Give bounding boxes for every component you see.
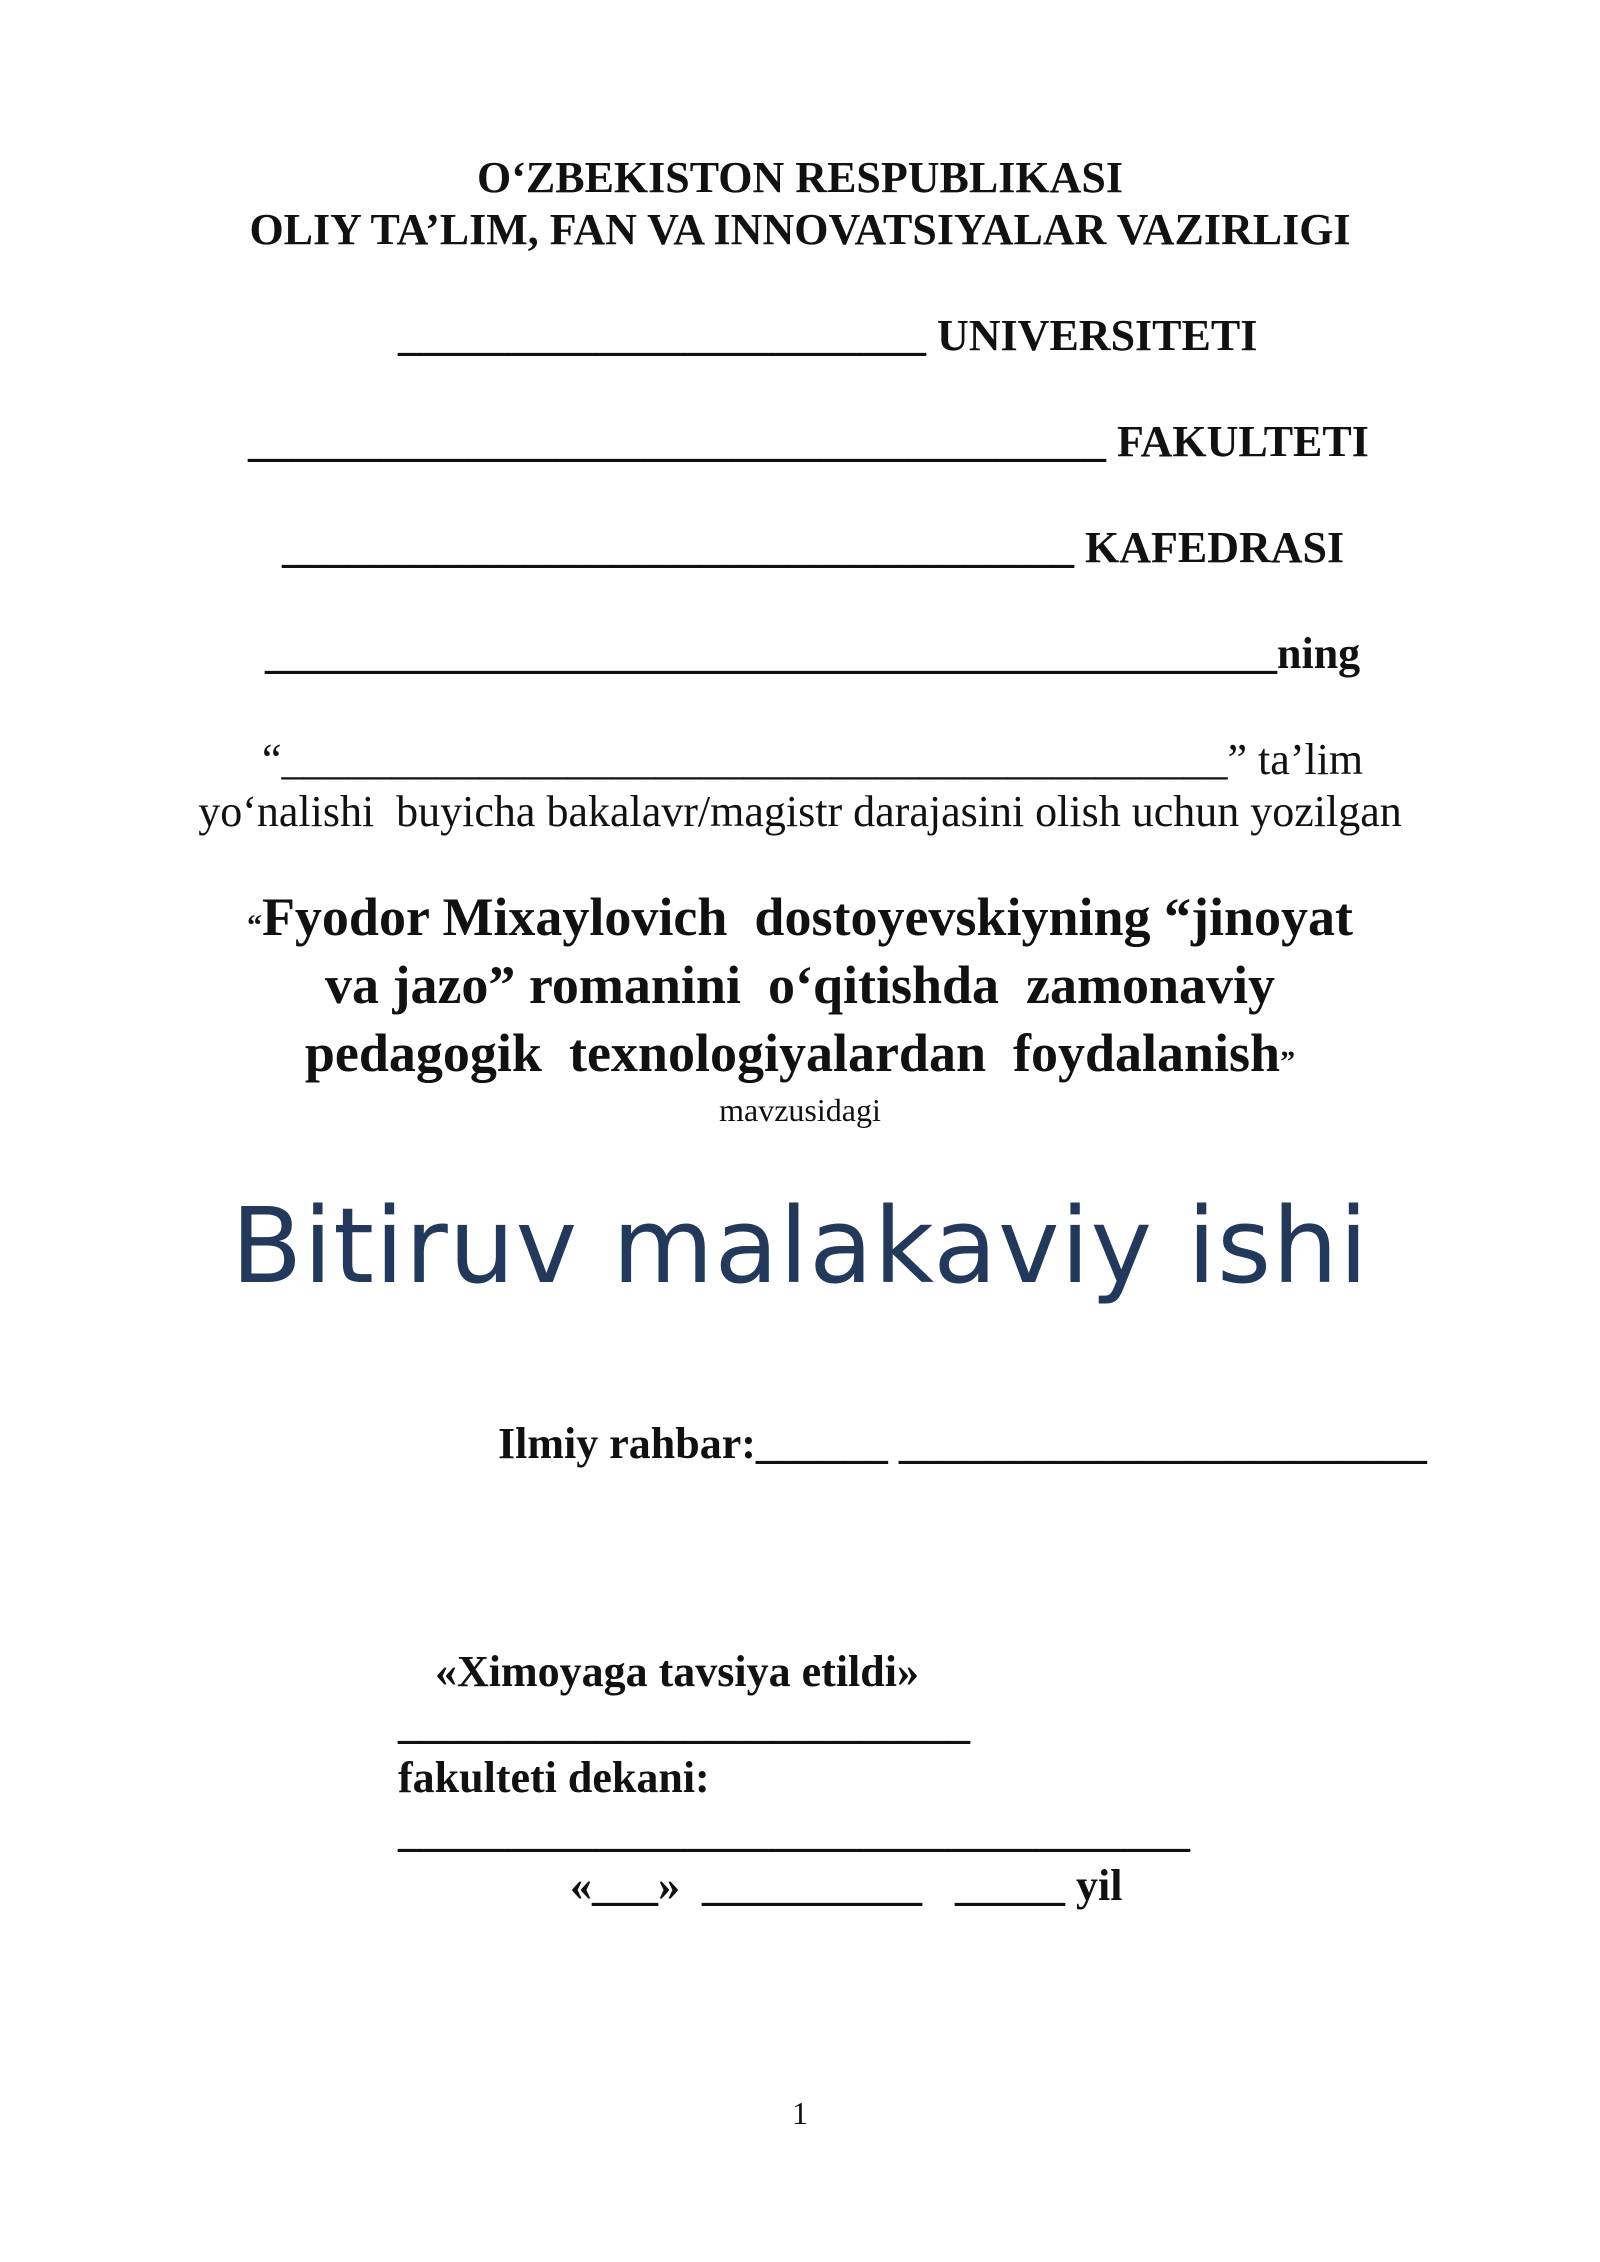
approval-title: «Ximoyaga tavsiya etildi» — [435, 1647, 919, 1696]
topic-suffix: mavzusidagi — [719, 1092, 881, 1128]
direction-line-2: yo‘nalishi buyicha bakalavr/magistr darajasini olish uchun yozilgan — [198, 787, 1402, 836]
topic-line-3-text: pedagogik texnologiyalardan foydalanish — [304, 1023, 1281, 1083]
department-field: ____________________________________ KAFEDRASI — [282, 523, 1345, 572]
page-number: 1 — [792, 2095, 808, 2131]
topic-line-3 — [0, 1022, 1600, 1084]
dean-label: fakulteti dekani: — [398, 1753, 710, 1802]
supervisor-field: Ilmiy rahbar:______ ________________________ — [498, 1419, 1427, 1468]
approval-signature-line-1: __________________________ — [398, 1699, 970, 1748]
university-field: ________________________ UNIVERSITETI — [398, 311, 1258, 360]
student-field: ______________________________________________ning — [265, 629, 1361, 678]
topic-close-quote: ” — [1280, 1045, 1296, 1078]
approval-signature-line-2: ____________________________________ — [398, 1807, 1190, 1856]
ministry-line-1: O‘ZBEKISTON RESPUBLIKASI — [477, 153, 1123, 202]
document-type-title: Bitiruv malakaviy ishi — [231, 1185, 1369, 1307]
direction-line-1: “___________________________________________” ta’lim — [262, 735, 1364, 784]
ministry-line-2: OLIY TA’LIM, FAN VA INNOVATSIYALAR VAZIRLIGI — [249, 205, 1351, 254]
topic-line-1-text: Fyodor Mixaylovich dostoyevskiyning “jinoyat — [261, 887, 1354, 947]
approval-date: «___» __________ _____ yil — [570, 1861, 1123, 1910]
topic-line-1 — [0, 886, 1600, 948]
faculty-field: _______________________________________ FAKULTETI — [248, 417, 1369, 466]
topic-line-2: va jazo” romanini o‘qitishda zamonaviy — [324, 955, 1276, 1015]
topic-open-quote: “ — [246, 909, 262, 942]
